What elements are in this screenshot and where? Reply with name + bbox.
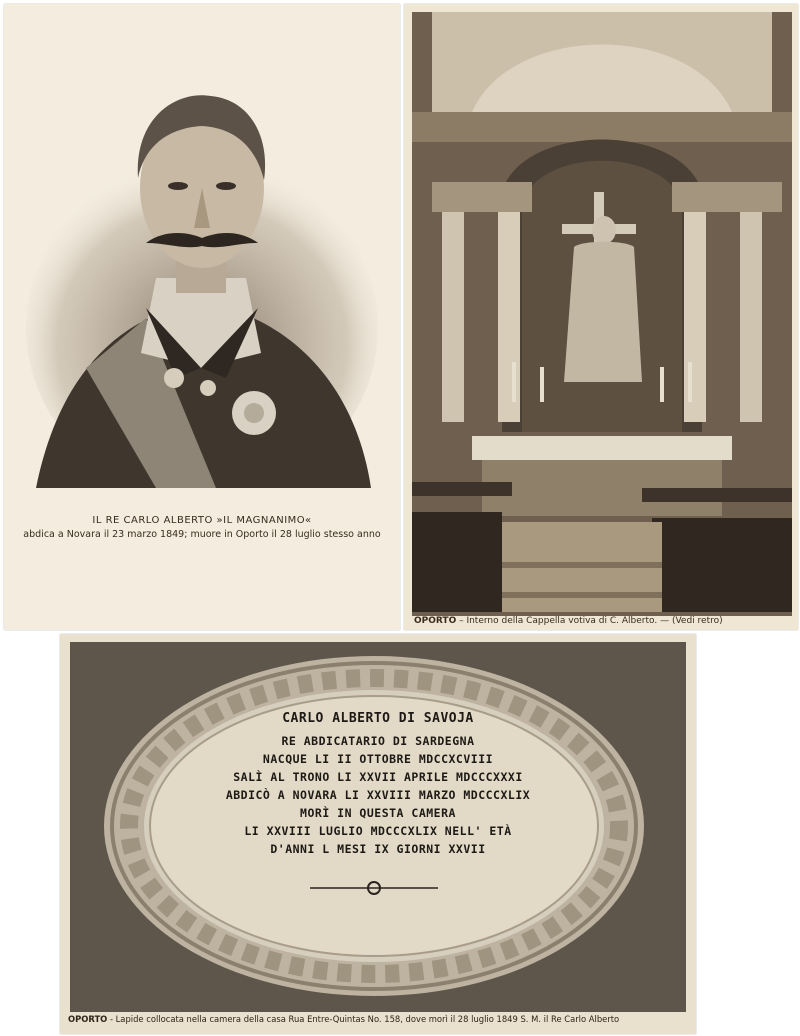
plaque-inscription-line: ABDICÒ A NOVARA LI XXVIII MARZO MDCCCXLIX <box>225 788 531 802</box>
plaque-inscription <box>160 710 596 858</box>
portrait-postcard <box>4 4 400 630</box>
plaque-caption-text: - Lapide collocata nella camera della casa Rua Entre-Quintas No. 158, dove morì il 28 luglio 1849 S. M. il Re Carlo Alberto <box>107 1014 620 1024</box>
plaque-caption <box>68 1014 690 1024</box>
plaque-postcard <box>60 634 696 1034</box>
plaque-inscription-title: CARLO ALBERTO DI SAVOJA <box>282 711 474 726</box>
portrait-caption-subtitle: abdica a Novara il 23 marzo 1849; muore in Oporto il 28 luglio stesso anno <box>23 529 381 540</box>
chapel-caption-text: – Interno della Cappella votiva di C. Alberto. — (Vedi retro) <box>456 616 723 626</box>
plaque-caption-place: OPORTO <box>68 1014 108 1024</box>
portrait-illustration <box>26 68 378 488</box>
chapel-caption <box>414 616 788 626</box>
portrait-caption-title: IL RE CARLO ALBERTO »IL MAGNANIMO« <box>92 515 312 526</box>
plaque-inscription-line: LI XXVIII LUGLIO MDCCCXLIX NELL' ETÀ <box>244 824 512 838</box>
chapel-photo <box>412 12 792 616</box>
plaque-inscription-line: D'ANNI L MESI IX GIORNI XXVII <box>270 842 486 856</box>
chapel-postcard <box>404 4 798 630</box>
plaque-inscription-line: MORÌ IN QUESTA CAMERA <box>300 806 456 820</box>
plaque-inscription-line: RE ABDICATARIO DI SARDEGNA <box>281 734 475 748</box>
chapel-caption-place: OPORTO <box>414 616 457 626</box>
plaque-inscription-line: SALÌ AL TRONO LI XXVII APRILE MDCCCXXXI <box>233 770 523 784</box>
plaque-inscription-line: NACQUE LI II OTTOBRE MDCCXCVIII <box>262 752 494 766</box>
portrait-caption <box>4 515 400 540</box>
